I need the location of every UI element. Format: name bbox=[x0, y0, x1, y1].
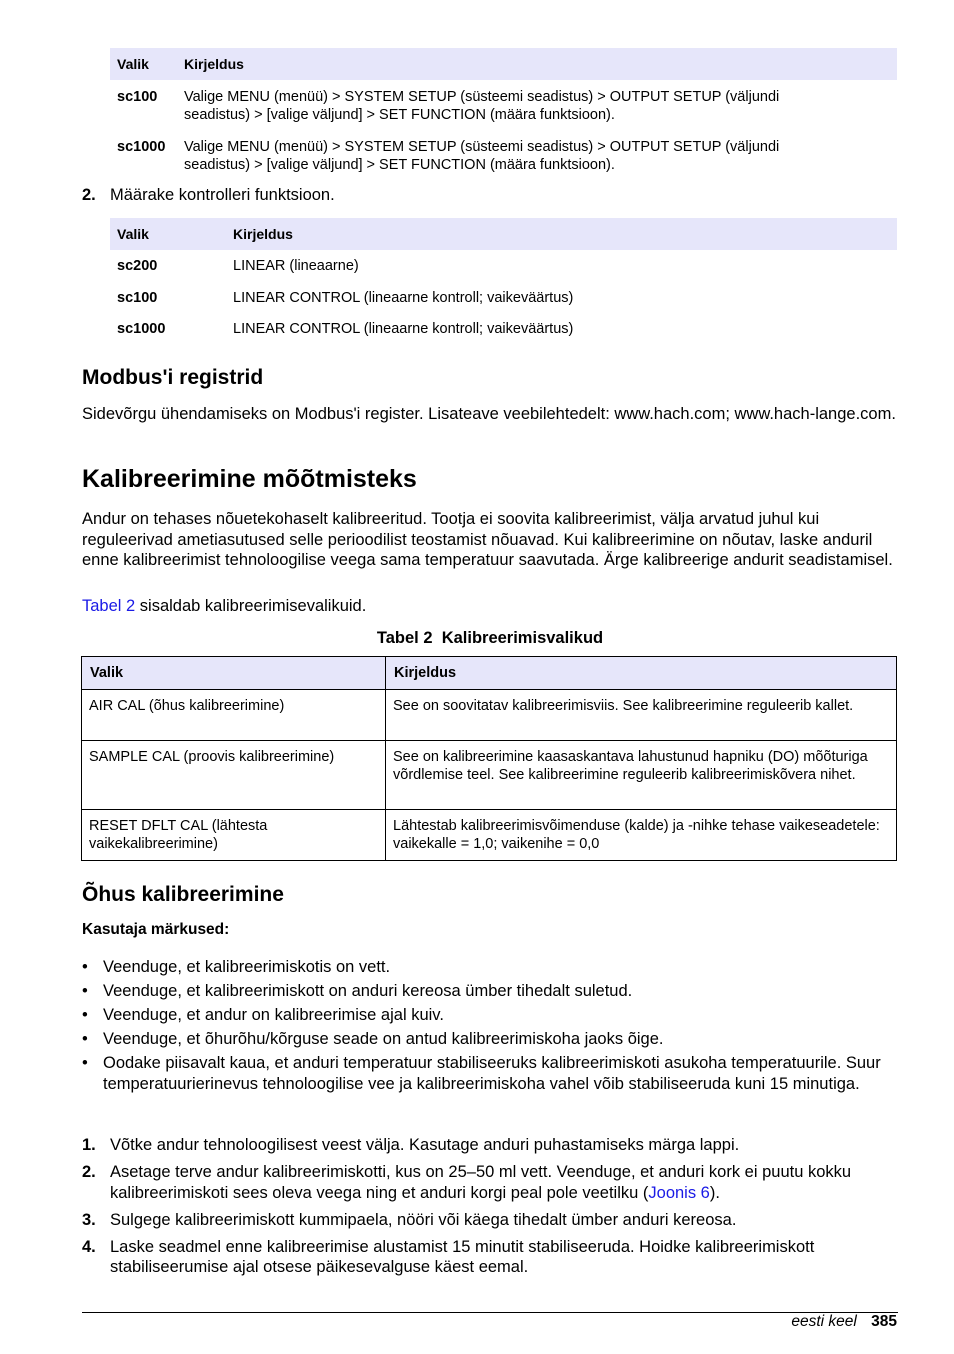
row-option: sc200 bbox=[117, 258, 158, 274]
user-notes-list bbox=[82, 957, 898, 1098]
step-text: Asetage terve andur kalibreerimiskotti, kus on 25–50 ml vett. Veenduge, et anduri kork ei puutu kokku kalibreerimiskoti sees oleva veega ning et anduri korgi peal pole veetilku ( bbox=[110, 1163, 852, 1202]
step-text: Laske seadmel enne kalibreerimise alustamist 15 minutit stabiliseeruda. Hoidke kalibreerimiskott stabiliseerumise ajal otsese päikesevalguse käest eemal. bbox=[110, 1237, 815, 1276]
note-text: Veenduge, et kalibreerimiskotis on vett. bbox=[103, 958, 391, 976]
modbus-heading: Modbus'i registrid bbox=[82, 366, 264, 389]
step-text: Sulgege kalibreerimiskott kummipaela, nööri või käega tihedalt ümber anduri kereosa. bbox=[110, 1210, 737, 1229]
list-item bbox=[82, 1029, 898, 1050]
step-number: 3. bbox=[82, 1210, 96, 1229]
user-notes-title: Kasutaja märkused: bbox=[82, 921, 230, 938]
step-number: 2. bbox=[82, 1163, 96, 1181]
list-item bbox=[82, 1162, 898, 1203]
function-table bbox=[110, 218, 897, 345]
row-option: sc1000 bbox=[117, 139, 166, 155]
note-text: Veenduge, et kalibreerimiskott on anduri kereosa ümber tihedalt suletud. bbox=[103, 982, 633, 1000]
step-text: Määrake kontrolleri funktsioon. bbox=[110, 186, 335, 204]
list-item bbox=[82, 1210, 898, 1231]
calibration-options-table bbox=[81, 656, 897, 861]
row-option: sc100 bbox=[117, 89, 158, 105]
air-cal-steps bbox=[82, 1135, 898, 1284]
bullet: • bbox=[82, 958, 88, 976]
row-description: LINEAR CONTROL (lineaarne kontroll; vaikeväärtus) bbox=[233, 289, 574, 306]
row-option: SAMPLE CAL (proovis kalibreerimine) bbox=[82, 741, 386, 810]
row-description: See on kalibreerimine kaasaskantava lahustunud hapniku (DO) mõõturiga võrdlemise teel. See kalibreerimine reguleerib kalibreerimiskõvera nihet. bbox=[386, 741, 897, 810]
list-item bbox=[82, 957, 898, 978]
bullet: • bbox=[82, 982, 88, 1000]
calibration-text: Andur on tehases nõuetekohaselt kalibreeritud. Tootja ei soovita kalibreerimist, välja arvatud juhul kui reguleerivad ametiasutused selle perioodilist teostamist nõuavad. Kui kalibreerimine on nõutav, laske anduril enne kalibreerimist tehnoloogilise veega sama temperatuur saavutada. Ärge kalibreerige andurit seadistamisel. bbox=[82, 510, 893, 569]
row-description: LINEAR CONTROL (lineaarne kontroll; vaikeväärtus) bbox=[233, 321, 574, 337]
list-item bbox=[82, 981, 898, 1002]
step-number: 4. bbox=[82, 1237, 96, 1256]
row-description-line2: seadistus) > [valige väljund] > SET FUNCTION (määra funktsioon). bbox=[184, 107, 615, 123]
table-row bbox=[82, 690, 897, 741]
table-row bbox=[82, 741, 897, 810]
table-2-link[interactable]: Tabel 2 bbox=[82, 597, 136, 615]
row-description: See on soovitatav kalibreerimisviis. See kalibreerimine reguleerib kallet. bbox=[386, 690, 897, 741]
modbus-text: Sidevõrgu ühendamiseks on Modbus'i register. Lisateave veebilehtedelt: www.hach.com; www.hach-lange.com. bbox=[82, 405, 896, 423]
row-description-line1: Valige MENU (menüü) > SYSTEM SETUP (süsteemi seadistus) > OUTPUT SETUP (väljundi bbox=[184, 89, 780, 105]
list-item bbox=[82, 1135, 898, 1156]
table-row bbox=[110, 250, 897, 282]
header-option: Valik bbox=[117, 56, 149, 72]
table-reference bbox=[82, 596, 898, 617]
step-text-end: ). bbox=[709, 1183, 720, 1202]
row-description-line1: Valige MENU (menüü) > SYSTEM SETUP (süsteemi seadistus) > OUTPUT SETUP (väljundi bbox=[184, 139, 780, 155]
table-header bbox=[110, 218, 897, 250]
table-row bbox=[110, 80, 897, 130]
header-description: Kirjeldus bbox=[386, 657, 897, 690]
row-description: Lähtestab kalibreerimisvõimenduse (kalde) ja -nihke tehase vaikeseadetele: vaikekalle = 1,0; vaikenihe = 0,0 bbox=[386, 810, 897, 861]
table-2-caption: Tabel 2 Kalibreerimisvalikud bbox=[376, 629, 604, 647]
footer-language: eesti keel bbox=[791, 1313, 857, 1330]
table-row bbox=[110, 313, 897, 345]
row-description: LINEAR (lineaarne) bbox=[233, 258, 359, 274]
table-header bbox=[110, 48, 897, 80]
table-row bbox=[110, 130, 897, 180]
table-row bbox=[110, 282, 897, 314]
header-description: Kirjeldus bbox=[184, 56, 244, 72]
header-option: Valik bbox=[82, 657, 386, 690]
footer bbox=[791, 1313, 897, 1331]
list-item bbox=[82, 1237, 898, 1278]
row-option: RESET DFLT CAL (lähtesta vaikekalibreerimine) bbox=[82, 810, 386, 861]
row-option: sc100 bbox=[117, 289, 158, 306]
output-setup-table bbox=[110, 48, 897, 180]
note-text: Veenduge, et õhurõhu/kõrguse seade on antud kalibreerimiskoha jaoks õige. bbox=[103, 1030, 664, 1048]
row-option: sc1000 bbox=[117, 321, 166, 337]
bullet: • bbox=[82, 1030, 88, 1048]
footer-divider bbox=[82, 1312, 898, 1313]
figure-6-link[interactable]: Joonis 6 bbox=[648, 1183, 710, 1202]
table-reference-text: sisaldab kalibreerimisevalikuid. bbox=[135, 597, 367, 615]
step-number: 1. bbox=[82, 1136, 96, 1154]
step-text: Võtke andur tehnoloogilisest veest välja. Kasutage anduri puhastamiseks märga lappi. bbox=[110, 1136, 740, 1154]
table-header-row bbox=[82, 657, 897, 690]
list-item bbox=[82, 1005, 898, 1026]
header-description: Kirjeldus bbox=[233, 226, 293, 242]
calibration-heading: Kalibreerimine mõõtmisteks bbox=[82, 465, 417, 493]
air-cal-heading: Õhus kalibreerimine bbox=[82, 883, 284, 906]
row-option: AIR CAL (õhus kalibreerimine) bbox=[82, 690, 386, 741]
bullet: • bbox=[82, 1006, 88, 1024]
note-text: Veenduge, et andur on kalibreerimise ajal kuiv. bbox=[103, 1006, 444, 1024]
page-number: 385 bbox=[871, 1313, 897, 1330]
header-option: Valik bbox=[117, 226, 149, 242]
step-number: 2. bbox=[82, 186, 96, 204]
row-description-line2: seadistus) > [valige väljund] > SET FUNCTION (määra funktsioon). bbox=[184, 157, 615, 173]
list-item bbox=[82, 1053, 898, 1094]
bullet: • bbox=[82, 1054, 88, 1072]
table-row bbox=[82, 810, 897, 861]
note-text: Oodake piisavalt kaua, et anduri temperatuur stabiliseeruks kalibreerimiskoti asukoha temperatuurile. Suur temperatuurierinevus tehnoloogilise vee ja kalibreerimiskoha vahel võib stabiliseeruda kuni 15 minutiga. bbox=[103, 1054, 881, 1093]
step-2 bbox=[82, 186, 335, 205]
